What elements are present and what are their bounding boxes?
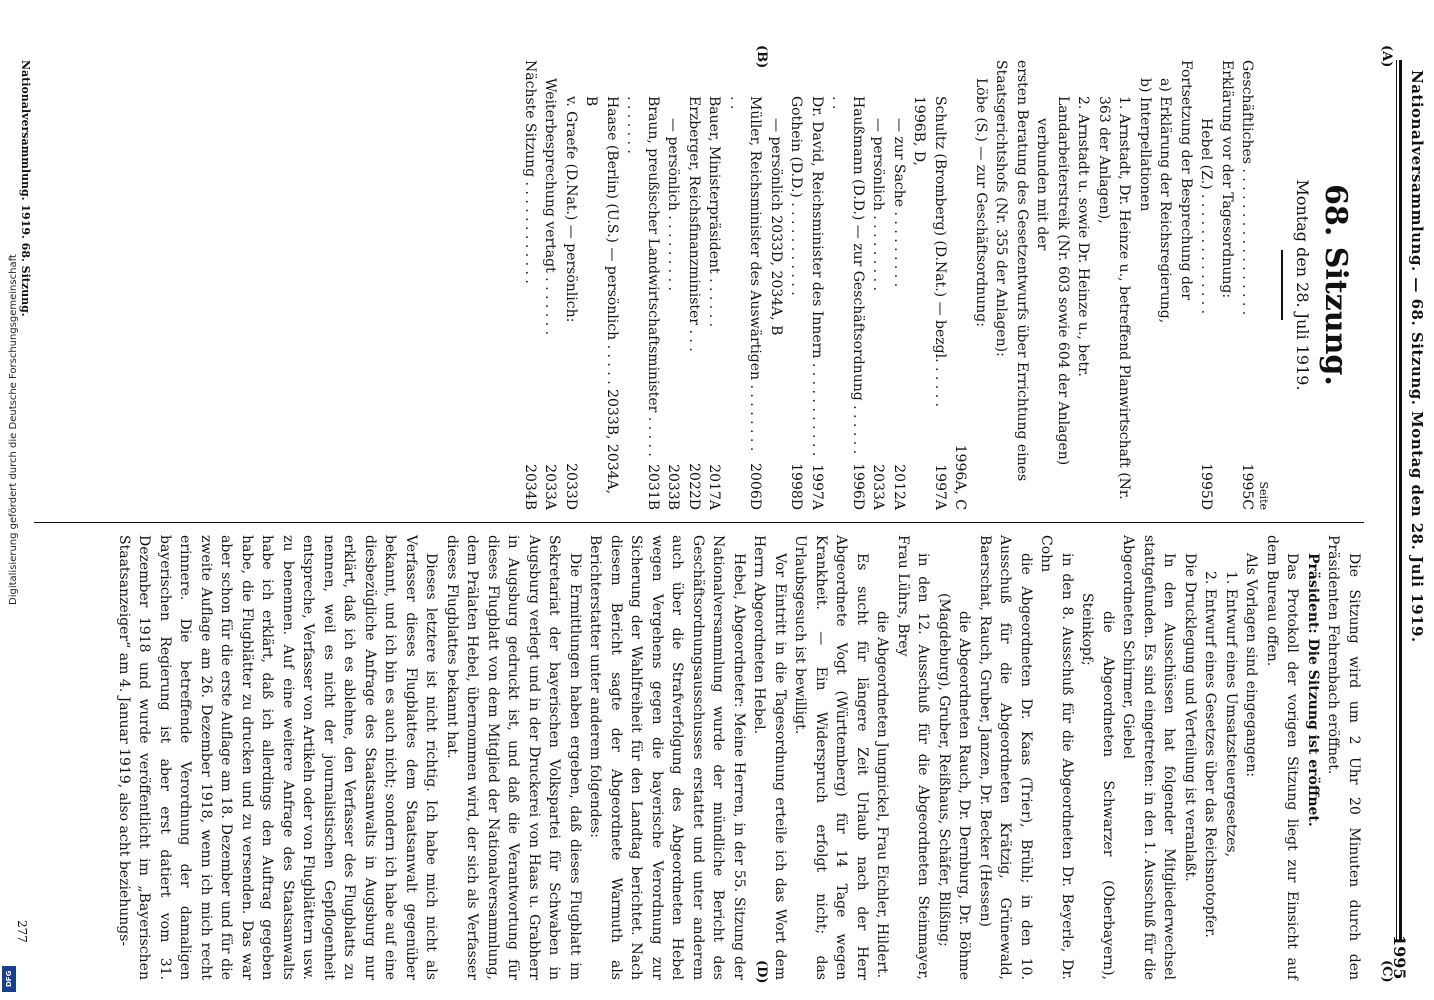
toc-entry bbox=[868, 60, 889, 510]
header-rule bbox=[1399, 60, 1402, 940]
toc-entry-text: Erklärung vor der Tagesordnung: bbox=[1219, 60, 1235, 299]
table-of-contents bbox=[520, 60, 1365, 510]
toc-entry bbox=[684, 60, 705, 510]
committee-members: die Abgeordneten Jungnickel, Frau Eichler, Hildert. bbox=[874, 611, 891, 979]
toc-entry bbox=[725, 60, 766, 510]
toc-entry-text: Fortsetzung der Besprechung der bbox=[1178, 60, 1194, 300]
toc-entry bbox=[909, 60, 950, 510]
toc-entry-page bbox=[1176, 504, 1197, 510]
toc-entry-text: Haußmann (D.D.) — zur Geschäftsordnung . . . . . . . . bbox=[829, 96, 866, 455]
toc-entry-page: 1996D bbox=[850, 463, 866, 510]
toc-entry-page: 2033A bbox=[870, 464, 887, 510]
toc-entry-page: 1997A bbox=[932, 464, 948, 510]
toc-entry bbox=[1135, 60, 1156, 510]
toc-entry-page: 2034B bbox=[522, 464, 538, 510]
toc-entry-page: 1997A bbox=[809, 464, 825, 510]
toc-entry-text: b) Interpellationen bbox=[1137, 78, 1153, 212]
toc-entry bbox=[766, 60, 787, 510]
toc-entry-page bbox=[1032, 504, 1053, 510]
toc-entry-text: Hebel (Z.) . . . . . . . . . . . . . . bbox=[1198, 118, 1215, 315]
toc-entry-text: Erzberger, Reichsfinanzminister . . . bbox=[686, 96, 702, 352]
toc-entry-text: a) Erklärung der Reichsregierung, bbox=[1157, 78, 1174, 324]
toc-entry-text: Dr. David, Reichsminister des Innern . . . . . . . . . . . bbox=[809, 96, 825, 457]
toc-entry-text: Gothein (D.D.) . . . . . . . . . . . bbox=[788, 96, 805, 296]
toc-entry bbox=[581, 60, 622, 510]
submission-item: 2. Entwurf eines Gesetzes über das Reichsnotopfer. bbox=[1202, 571, 1219, 938]
toc-entry-text bbox=[950, 60, 971, 439]
printing-paragraph: Die Drucklegung und Verteilung ist veranlaßt. bbox=[1182, 553, 1198, 882]
toc-entry bbox=[663, 60, 684, 510]
seite-label: Seite bbox=[1257, 481, 1271, 510]
toc-entry bbox=[520, 60, 541, 510]
toc-entry bbox=[704, 60, 725, 510]
session-minutes bbox=[114, 535, 1365, 980]
toc-entry bbox=[1196, 60, 1217, 510]
sheet-number: 277 bbox=[15, 920, 29, 943]
title-rule bbox=[1282, 250, 1284, 320]
agenda-paragraph: Vor Eintritt in die Tagesordnung erteile ich das Wort dem Herrn Abgeordneten Hebel. bbox=[751, 535, 788, 980]
toc-entry-page: 2006D bbox=[747, 463, 764, 510]
running-header-text: Nationalversammlung. — 68. Sitzung. Montag den 28. Juli 1919. bbox=[1408, 70, 1426, 643]
toc-entry bbox=[1094, 60, 1135, 510]
margin-letter-b: (B) bbox=[754, 45, 769, 69]
president-paragraph: Präsident: Die Sitzung ist eröffnet. bbox=[1305, 553, 1321, 827]
toc-entry bbox=[561, 60, 582, 510]
leave-paragraph: Es sucht für längere Zeit Urlaub nach der Herr Abgeordnete Vogt (Württemberg) für 14 Tage wegen Krankheit. — Ein Widerspruch erfolgt nicht; das Urlaubsgesuch ist bewilligt. bbox=[792, 535, 870, 980]
submission-item: 1. Entwurf eines Umsatzsteuergesetzes, bbox=[1223, 571, 1239, 858]
running-header bbox=[1408, 70, 1426, 940]
column-divider bbox=[34, 522, 1364, 523]
toc-entry bbox=[827, 60, 868, 510]
toc-entry-text: Löbe (S.) — zur Geschäftsordnung: bbox=[973, 78, 989, 327]
opening-paragraph: Die Sitzung wird um 2 Uhr 20 Minuten durch den Präsidenten Fehrenbach eröffnet. bbox=[1325, 535, 1362, 980]
toc-entry-page bbox=[1053, 504, 1094, 510]
margin-letter-a: (A) bbox=[1379, 45, 1394, 68]
toc-entry-page bbox=[1217, 504, 1238, 510]
toc-entry-page: 2033D bbox=[563, 463, 579, 510]
toc-entry-page: 1995C bbox=[1239, 463, 1256, 510]
toc-entry-page: 2022D bbox=[686, 463, 702, 510]
toc-entry-text: Schultz (Bromberg) (D.Nat.) — bezgl. . . . . . 1996B, D, bbox=[911, 96, 948, 408]
toc-entry bbox=[786, 60, 807, 510]
toc-entry-page bbox=[1135, 504, 1156, 510]
toc-entry-text: Braun, preußischer Landwirtschaftsminister . . . . . . . . . . . . bbox=[624, 96, 661, 457]
toc-entry-text: ersten Beratung des Gesetzentwurfs über Errichtung eines Staatsgerichtshofs (Nr. 355 der Anlagen): bbox=[993, 60, 1030, 482]
hebel-speech-continued: Dieses letztere ist nicht richtig. Ich habe mich nicht als Verfasser dieses Flugblattes dem Staatsanwalt gegenüber bekannt, und ich bin es auch nicht; sondern ich habe auf eine diesbezügliche Anfrage des Staatsanwalts in Augsburg nur erklärt, daß ich es ablehne, den Verfasser des Flugblatts zu nennen, weil es nicht der journalistischen Gepflogenheit entspreche, Verfasser von Artikeln oder von Flugblättern usw. zu benennen. Auf eine weitere Anfrage des Staatsanwalts habe ich erklärt, daß ich allerdings den Auftrag gegeben habe, die Flugblätter zu drucken und zu versenden. Das war aber schon für die erste Auflage am 18. Dezember und für die zweite Auflage am 26. Dezember 1918, wenn ich mich recht erinnere. Die betreffende Verordnung der damaligen bayerischen Regierung ist aber erst datiert vom 31. Dezember 1918 und wurde veröffentlicht im „Bayerischen Staatsanzeiger“ am 4. Januar 1919, also acht beziehungs- bbox=[116, 535, 440, 980]
session-date: Montag den 28. Juli 1919. bbox=[1293, 179, 1312, 391]
toc-entry-text: v. Graefe (D.Nat.) — persönlich: bbox=[563, 96, 579, 323]
committee-change-paragraph: in den 12. Ausschuß für die Abgeordneten Steinmayer, Frau Lührs, Brey bbox=[895, 535, 932, 980]
toc-entry-text: — persönlich . . . . . . . . . bbox=[870, 118, 887, 291]
toc-entry bbox=[540, 60, 561, 510]
toc-entry bbox=[971, 60, 992, 510]
submissions-heading: Als Vorlagen sind eingegangen: bbox=[1243, 553, 1260, 778]
session-title: 68. Sitzung. bbox=[1318, 184, 1353, 386]
toc-entry bbox=[950, 60, 971, 510]
toc-entry bbox=[1155, 60, 1176, 510]
margin-letter-c: (C) bbox=[1379, 960, 1394, 983]
toc-entry-text: Haase (Berlin) (U.S.) — persönlich . . . . . 2033B, 2034A, B bbox=[583, 96, 620, 495]
toc-entry bbox=[991, 60, 1032, 510]
toc-entry bbox=[1032, 60, 1053, 510]
toc-entry-text: Bauer, Ministerpräsident . . . . . . bbox=[706, 96, 723, 328]
toc-entry bbox=[1217, 60, 1238, 510]
toc-entry-text: — persönlich . . . . . . . . . bbox=[665, 118, 682, 291]
toc-entry bbox=[1053, 60, 1094, 510]
margin-letter-d: (D) bbox=[754, 960, 769, 984]
toc-entry-page: 2033B bbox=[665, 464, 682, 510]
toc-entry-text: Nächste Sitzung . . . . . . . . . . . . bbox=[522, 60, 538, 284]
toc-entry-page bbox=[991, 504, 1032, 510]
committee-change-paragraph: In den Ausschüssen hat folgender Mitgliederwechsel stattgefunden. Es sind eingetreten: in den 1. Ausschuß für die Abgeordneten Schirmer, Giebel bbox=[1120, 535, 1178, 980]
toc-entry-text: — zur Sache . . . . . . . . . bbox=[891, 118, 907, 288]
toc-entry bbox=[889, 60, 910, 510]
toc-entry-page: 2031B bbox=[645, 464, 661, 510]
page-number-top: 1995 bbox=[1390, 935, 1409, 980]
toc-entry-text: — persönlich 2033D, 2034A, B bbox=[768, 118, 784, 336]
toc-entry bbox=[1237, 60, 1258, 510]
toc-entry-page: 2012A bbox=[891, 464, 907, 510]
footer-text: Nationalversammlung. 1919. 68. Sitzung. bbox=[19, 60, 32, 317]
committee-change-paragraph: in den 8. Ausschuß für die Abgeordneten Dr. Beyerle, Dr. Cohn bbox=[1038, 535, 1075, 980]
toc-list bbox=[520, 60, 1258, 510]
toc-entry-page bbox=[1094, 504, 1135, 510]
committee-members: die Abgeordneten Schwarzer (Oberbayern), Steinkopf; bbox=[1079, 593, 1116, 980]
toc-entry-text: 2. Arnstadt u. sowie Dr. Heinze u., betr. Landarbeiterstreik (Nr. 603 sowie 604 der Anlagen) bbox=[1055, 96, 1092, 466]
toc-entry-page: 1998D bbox=[788, 463, 805, 510]
toc-entry-page: 2033A bbox=[542, 464, 559, 510]
toc-entry-text: Müller, Reichsminister des Auswärtigen . . . . . . . . . . bbox=[727, 96, 764, 452]
quoted-report: Die Ermittlungen haben ergeben, daß dieses Flugblatt im Sekretariat der bayerischen Volkspartei für Schwaben in Augsburg verlegt und in der Druckerei von Haas u. Grabherr in Augsburg gedruckt ist, und daß die Verantwortung für dieses Flugblatt von dem Mitglied der Nationalversammlung, dem Prälaten Hebel, übernommen wird, der sich als Verfasser dieses Flugblattes bekannt hat. bbox=[444, 535, 583, 980]
hebel-speech: Hebel, Abgeordneter: Meine Herren, in der 55. Sitzung der Nationalversammlung wurde der mündliche Bericht des Geschäftsordnungsausschusses erstattet und unter anderem auch über die Strafverfolgung des Abgeordneten Hebel wegen Vergehens gegen die bayerische Verordnung zur Sicherung der Wahlfreiheit für den Landtag berichtet. Nach diesem Bericht sagte der Abgeordnete Warmuth als Berichterstatter unter anderem folgendes: bbox=[587, 535, 747, 980]
header-rule-thin bbox=[1396, 60, 1397, 940]
digitization-notice: Digitalisierung gefördert durch die Deutsche Forschungsgemeinschaft bbox=[8, 254, 19, 605]
protocol-paragraph: Das Protokoll der vorigen Sitzung liegt zur Einsicht auf dem Bureau offen. bbox=[1264, 535, 1301, 980]
toc-entry bbox=[807, 60, 828, 510]
dfg-logo-icon: DFG bbox=[2, 966, 16, 992]
committee-members: die Abgeordneten Dr. Kaas (Trier), Brühl; in den 10. Ausschuß für die Abgeordneten Krätzig, Grünewald, Baerschat, Rauch, Gruber, Janzen, Dr. Becker (Hessen) bbox=[977, 535, 1034, 980]
toc-entry-page bbox=[581, 504, 622, 510]
toc-entry-page: 1995D bbox=[1198, 463, 1215, 510]
toc-entry-page: 2017A bbox=[706, 464, 723, 510]
toc-entry-page bbox=[766, 504, 787, 510]
toc-entry bbox=[622, 60, 663, 510]
toc-entry-text: verbunden mit der bbox=[1034, 118, 1051, 251]
toc-entry-text: 1. Arnstadt, Dr. Heinze u., betreffend Planwirtschaft (Nr. 363 der Anlagen), bbox=[1096, 96, 1133, 500]
toc-entry-page bbox=[971, 504, 992, 510]
committee-members: die Abgeordneten Rauch, Dr. Dernburg, Dr. Böhme (Magdeburg), Gruber, Reißhaus, Schäfer, Blißing; bbox=[936, 593, 973, 980]
toc-entry-text: Geschäftliches . . . . . . . . . . . . . . . . . bbox=[1239, 60, 1256, 316]
toc-entry-page: 1996A, C bbox=[952, 444, 969, 510]
toc-entry bbox=[1176, 60, 1197, 510]
toc-entry-page bbox=[1155, 504, 1176, 510]
toc-entry-text: Weiterbesprechung vertagt . . . . . . . bbox=[542, 78, 559, 336]
